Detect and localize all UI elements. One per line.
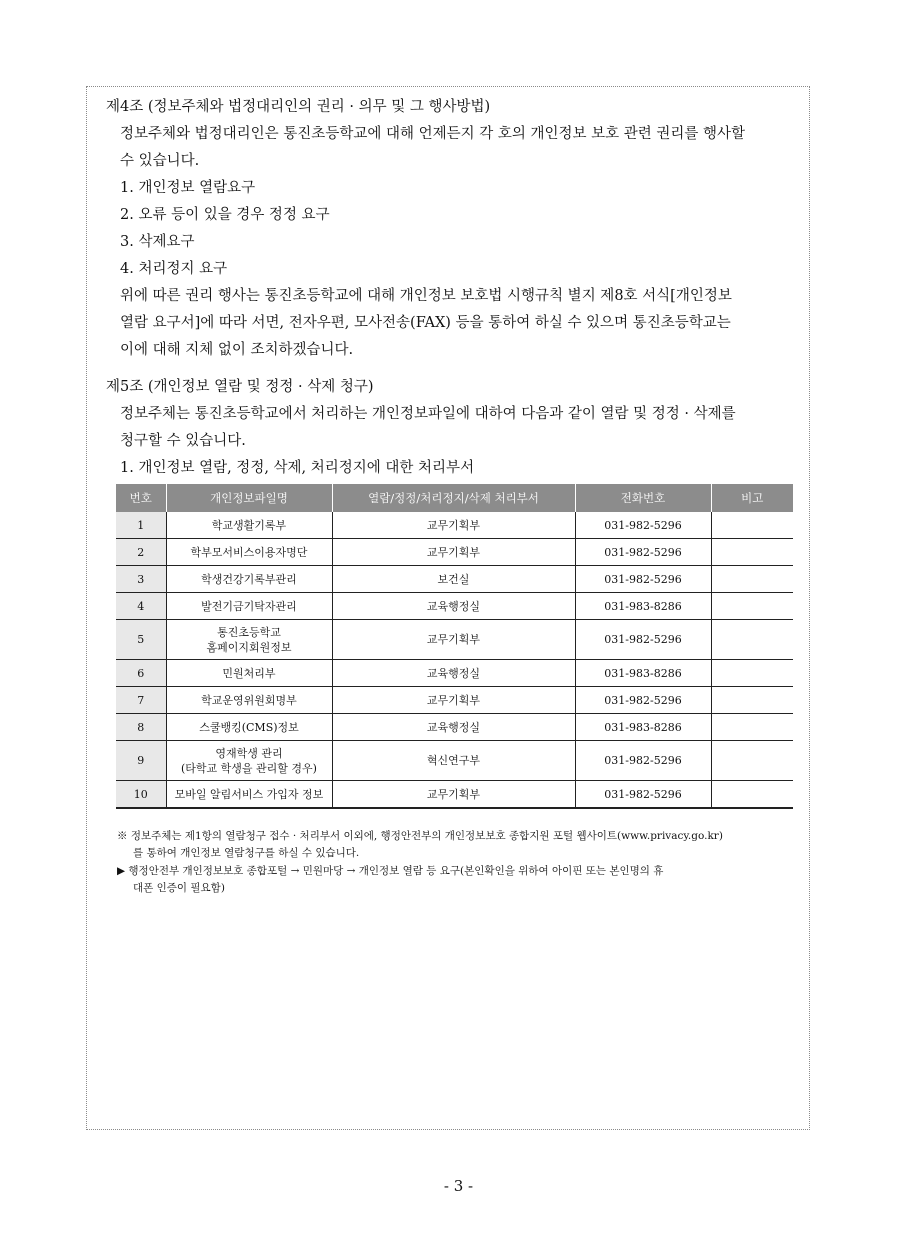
file-name-line: 학부모서비스이용자명단 xyxy=(190,545,308,559)
cell-department: 교무기획부 xyxy=(332,687,575,714)
table-row xyxy=(116,741,793,781)
cell-department: 교무기획부 xyxy=(332,620,575,660)
cell-remarks xyxy=(711,620,793,660)
table-row xyxy=(116,781,793,809)
cell-department: 보건실 xyxy=(332,566,575,593)
cell-phone: 031-982-5296 xyxy=(575,687,711,714)
file-name-line: 영재학생 관리 xyxy=(215,746,283,760)
cell-remarks xyxy=(711,741,793,781)
file-name-line: 스쿨뱅킹(CMS)정보 xyxy=(199,720,299,734)
article-5-heading: 제5조 (개인정보 열람 및 정정 · 삭제 청구) xyxy=(106,379,374,395)
file-name-line: (타학교 학생을 관리할 경우) xyxy=(181,761,317,775)
cell-number: 5 xyxy=(116,620,166,660)
file-name-line: 학교운영위원회명부 xyxy=(201,693,297,707)
note-1-line-1: ※ 정보주체는 제1항의 열람청구 접수 · 처리부서 이외에, 행정안전부의 개인정보보호 종합지원 포털 웹사이트(www.privacy.go.kr) xyxy=(117,830,723,842)
article-4-paragraph-line-1: 위에 따른 권리 행사는 통진초등학교에 대해 개인정보 보호법 시행규칙 별지 제8호 서식[개인정보 xyxy=(120,288,732,304)
cell-number: 3 xyxy=(116,566,166,593)
cell-department: 교육행정실 xyxy=(332,660,575,687)
file-name-line: 학교생활기록부 xyxy=(211,518,287,532)
cell-number: 2 xyxy=(116,539,166,566)
header-remarks: 비고 xyxy=(711,484,793,512)
list-item: 4. 처리정지 요구 xyxy=(120,261,228,277)
cell-phone: 031-982-5296 xyxy=(575,566,711,593)
cell-file-name xyxy=(166,687,332,714)
file-name-line: 민원처리부 xyxy=(222,666,276,680)
article-5-intro-line-1: 정보주체는 통진초등학교에서 처리하는 개인정보파일에 대하여 다음과 같이 열람 및 정정 · 삭제를 xyxy=(120,406,736,422)
cell-phone: 031-983-8286 xyxy=(575,660,711,687)
cell-file-name xyxy=(166,781,332,809)
cell-phone: 031-982-5296 xyxy=(575,512,711,539)
table-row xyxy=(116,512,793,539)
table-row xyxy=(116,593,793,620)
cell-file-name xyxy=(166,539,332,566)
cell-phone: 031-983-8286 xyxy=(575,593,711,620)
cell-remarks xyxy=(711,660,793,687)
cell-number: 1 xyxy=(116,512,166,539)
table-row xyxy=(116,566,793,593)
header-phone: 전화번호 xyxy=(575,484,711,512)
article-5-item-1: 1. 개인정보 열람, 정정, 삭제, 처리정지에 대한 처리부서 xyxy=(120,460,475,476)
department-table xyxy=(116,484,793,809)
cell-department: 교육행정실 xyxy=(332,593,575,620)
cell-file-name xyxy=(166,620,332,660)
table-row xyxy=(116,539,793,566)
article-4-intro-line-1: 정보주체와 법정대리인은 통진초등학교에 대해 언제든지 각 호의 개인정보 보호 관련 권리를 행사할 xyxy=(120,126,745,142)
cell-phone: 031-982-5296 xyxy=(575,741,711,781)
header-department: 열람/정정/처리정지/삭제 처리부서 xyxy=(332,484,575,512)
table-row xyxy=(116,620,793,660)
cell-number: 9 xyxy=(116,741,166,781)
article-4-heading: 제4조 (정보주체와 법정대리인의 권리 · 의무 및 그 행사방법) xyxy=(106,99,491,115)
cell-remarks xyxy=(711,566,793,593)
cell-department: 혁신연구부 xyxy=(332,741,575,781)
cell-file-name xyxy=(166,512,332,539)
article-5-intro-line-2: 청구할 수 있습니다. xyxy=(120,433,246,449)
table-row xyxy=(116,687,793,714)
file-name-line: 통진초등학교 xyxy=(217,625,281,639)
cell-file-name xyxy=(166,593,332,620)
list-item: 3. 삭제요구 xyxy=(120,234,195,250)
list-item: 2. 오류 등이 있을 경우 정정 요구 xyxy=(120,207,330,223)
article-4-paragraph-line-2: 열람 요구서]에 따라 서면, 전자우편, 모사전송(FAX) 등을 통하여 하실 수 있으며 통진초등학교는 xyxy=(120,315,731,331)
header-file-name: 개인정보파일명 xyxy=(166,484,332,512)
table-header-row xyxy=(116,484,793,512)
cell-remarks xyxy=(711,593,793,620)
cell-remarks xyxy=(711,687,793,714)
cell-department: 교무기획부 xyxy=(332,539,575,566)
page-number: - 3 - xyxy=(443,1177,474,1195)
table-row xyxy=(116,714,793,741)
cell-phone: 031-982-5296 xyxy=(575,781,711,809)
cell-phone: 031-983-8286 xyxy=(575,714,711,741)
article-4-paragraph-line-3: 이에 대해 지체 없이 조치하겠습니다. xyxy=(120,342,354,358)
cell-remarks xyxy=(711,512,793,539)
cell-department: 교무기획부 xyxy=(332,781,575,809)
cell-file-name xyxy=(166,741,332,781)
cell-number: 7 xyxy=(116,687,166,714)
note-2-line-1: ▶ 행정안전부 개인정보보호 종합포털 → 민원마당 → 개인정보 열람 등 요구(본인확인을 위하여 아이핀 또는 본인명의 휴 xyxy=(117,865,664,877)
file-name-line: 홈페이지회원정보 xyxy=(206,640,292,654)
cell-phone: 031-982-5296 xyxy=(575,539,711,566)
cell-file-name xyxy=(166,714,332,741)
cell-remarks xyxy=(711,714,793,741)
list-item: 1. 개인정보 열람요구 xyxy=(120,180,256,196)
file-name-line: 학생건강기록부관리 xyxy=(201,572,297,586)
cell-number: 6 xyxy=(116,660,166,687)
cell-department: 교무기획부 xyxy=(332,512,575,539)
cell-remarks xyxy=(711,539,793,566)
cell-number: 10 xyxy=(116,781,166,809)
cell-file-name xyxy=(166,566,332,593)
cell-department: 교육행정실 xyxy=(332,714,575,741)
file-name-line: 발전기금기탁자관리 xyxy=(201,599,297,613)
note-2-line-2: 대폰 인증이 필요함) xyxy=(133,882,225,894)
cell-remarks xyxy=(711,781,793,809)
article-4-intro-line-2: 수 있습니다. xyxy=(120,153,200,169)
cell-phone: 031-982-5296 xyxy=(575,620,711,660)
note-1-line-2: 를 통하여 개인정보 열람청구를 하실 수 있습니다. xyxy=(133,847,360,859)
cell-file-name xyxy=(166,660,332,687)
header-number: 번호 xyxy=(116,484,166,512)
file-name-line: 모바일 알림서비스 가입자 정보 xyxy=(174,787,324,801)
cell-number: 8 xyxy=(116,714,166,741)
cell-number: 4 xyxy=(116,593,166,620)
table-row xyxy=(116,660,793,687)
